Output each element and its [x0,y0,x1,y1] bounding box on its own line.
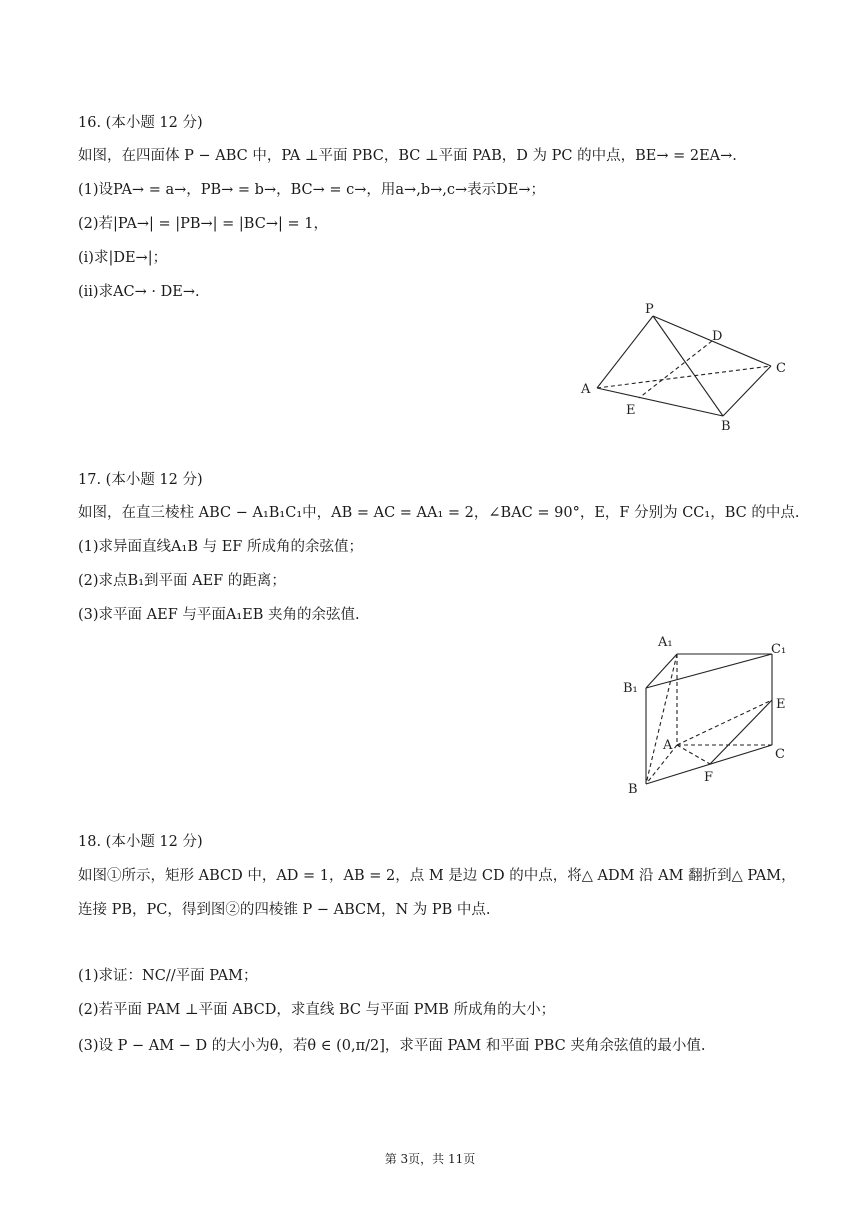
label-B: B [721,419,731,434]
label-A: A [581,382,591,397]
q16-tetrahedron-figure [575,300,805,435]
label-B1: B₁ [623,681,638,696]
label-P: P [645,302,654,317]
q18-part3: (3)设 P − AM − D 的大小为θ，若θ ∈ (0,π/2]，求平面 PAM 和平面 PBC 夹角余弦值的最小值. [78,1038,706,1054]
q17-prism-figure [620,628,800,803]
q18-stem-line2: 连接 PB，PC，得到图②的四棱锥 P − ABCM，N 为 PB 中点. [78,902,491,918]
q17-part3: (3)求平面 AEF 与平面A₁EB 夹角的余弦值. [78,607,360,623]
q16-part2-i: (i)求|DE→|； [78,250,168,266]
page-footer: 第 3页，共 11页 [384,1152,476,1166]
q17-header: 17. (本小题 12 分) [78,472,203,488]
q18-part1: (1)求证：NC//平面 PAM； [78,968,258,984]
q16-part2-ii: (ii)求AC→ · DE→. [78,284,200,300]
label-C: C [776,361,786,376]
q17-stem: 如图，在直三棱柱 ABC − A₁B₁C₁中，AB = AC = AA₁ = 2，∠BAC = 90°，E，F 分别为 CC₁，BC 的中点. [78,505,800,521]
label-D: D [712,329,723,344]
q17-part1: (1)求异面直线A₁B 与 EF 所成角的余弦值； [78,539,363,555]
label-C: C [775,747,785,762]
q18-header: 18. (本小题 12 分) [78,834,203,850]
q16-header: 16. (本小题 12 分) [78,115,203,131]
label-C1: C₁ [771,642,787,657]
label-E: E [626,403,636,418]
label-A1: A₁ [658,635,673,650]
label-E: E [776,697,786,712]
q18-part2: (2)若平面 PAM ⊥平面 ABCD，求直线 BC 与平面 PMB 所成角的大小； [78,1002,556,1018]
q17-part2: (2)求点B₁到平面 AEF 的距离； [78,573,286,589]
q18-stem-line1: 如图①所示，矩形 ABCD 中，AD = 1，AB = 2，点 M 是边 CD 的中点，将△ ADM 沿 AM 翻折到△ PAM， [78,868,796,884]
label-F: F [704,770,714,785]
label-B: B [628,782,638,797]
q16-part1: (1)设PA→ = a→，PB→ = b→，BC→ = c→，用a→,b→,c→表示DE→； [78,182,545,198]
q16-stem: 如图，在四面体 P − ABC 中，PA ⊥平面 PBC，BC ⊥平面 PAB，D 为 PC 的中点，BE→ = 2EA→. [78,148,737,164]
q16-part2: (2)若|PA→| = |PB→| = |BC→| = 1， [78,216,328,232]
label-A: A [663,738,673,753]
